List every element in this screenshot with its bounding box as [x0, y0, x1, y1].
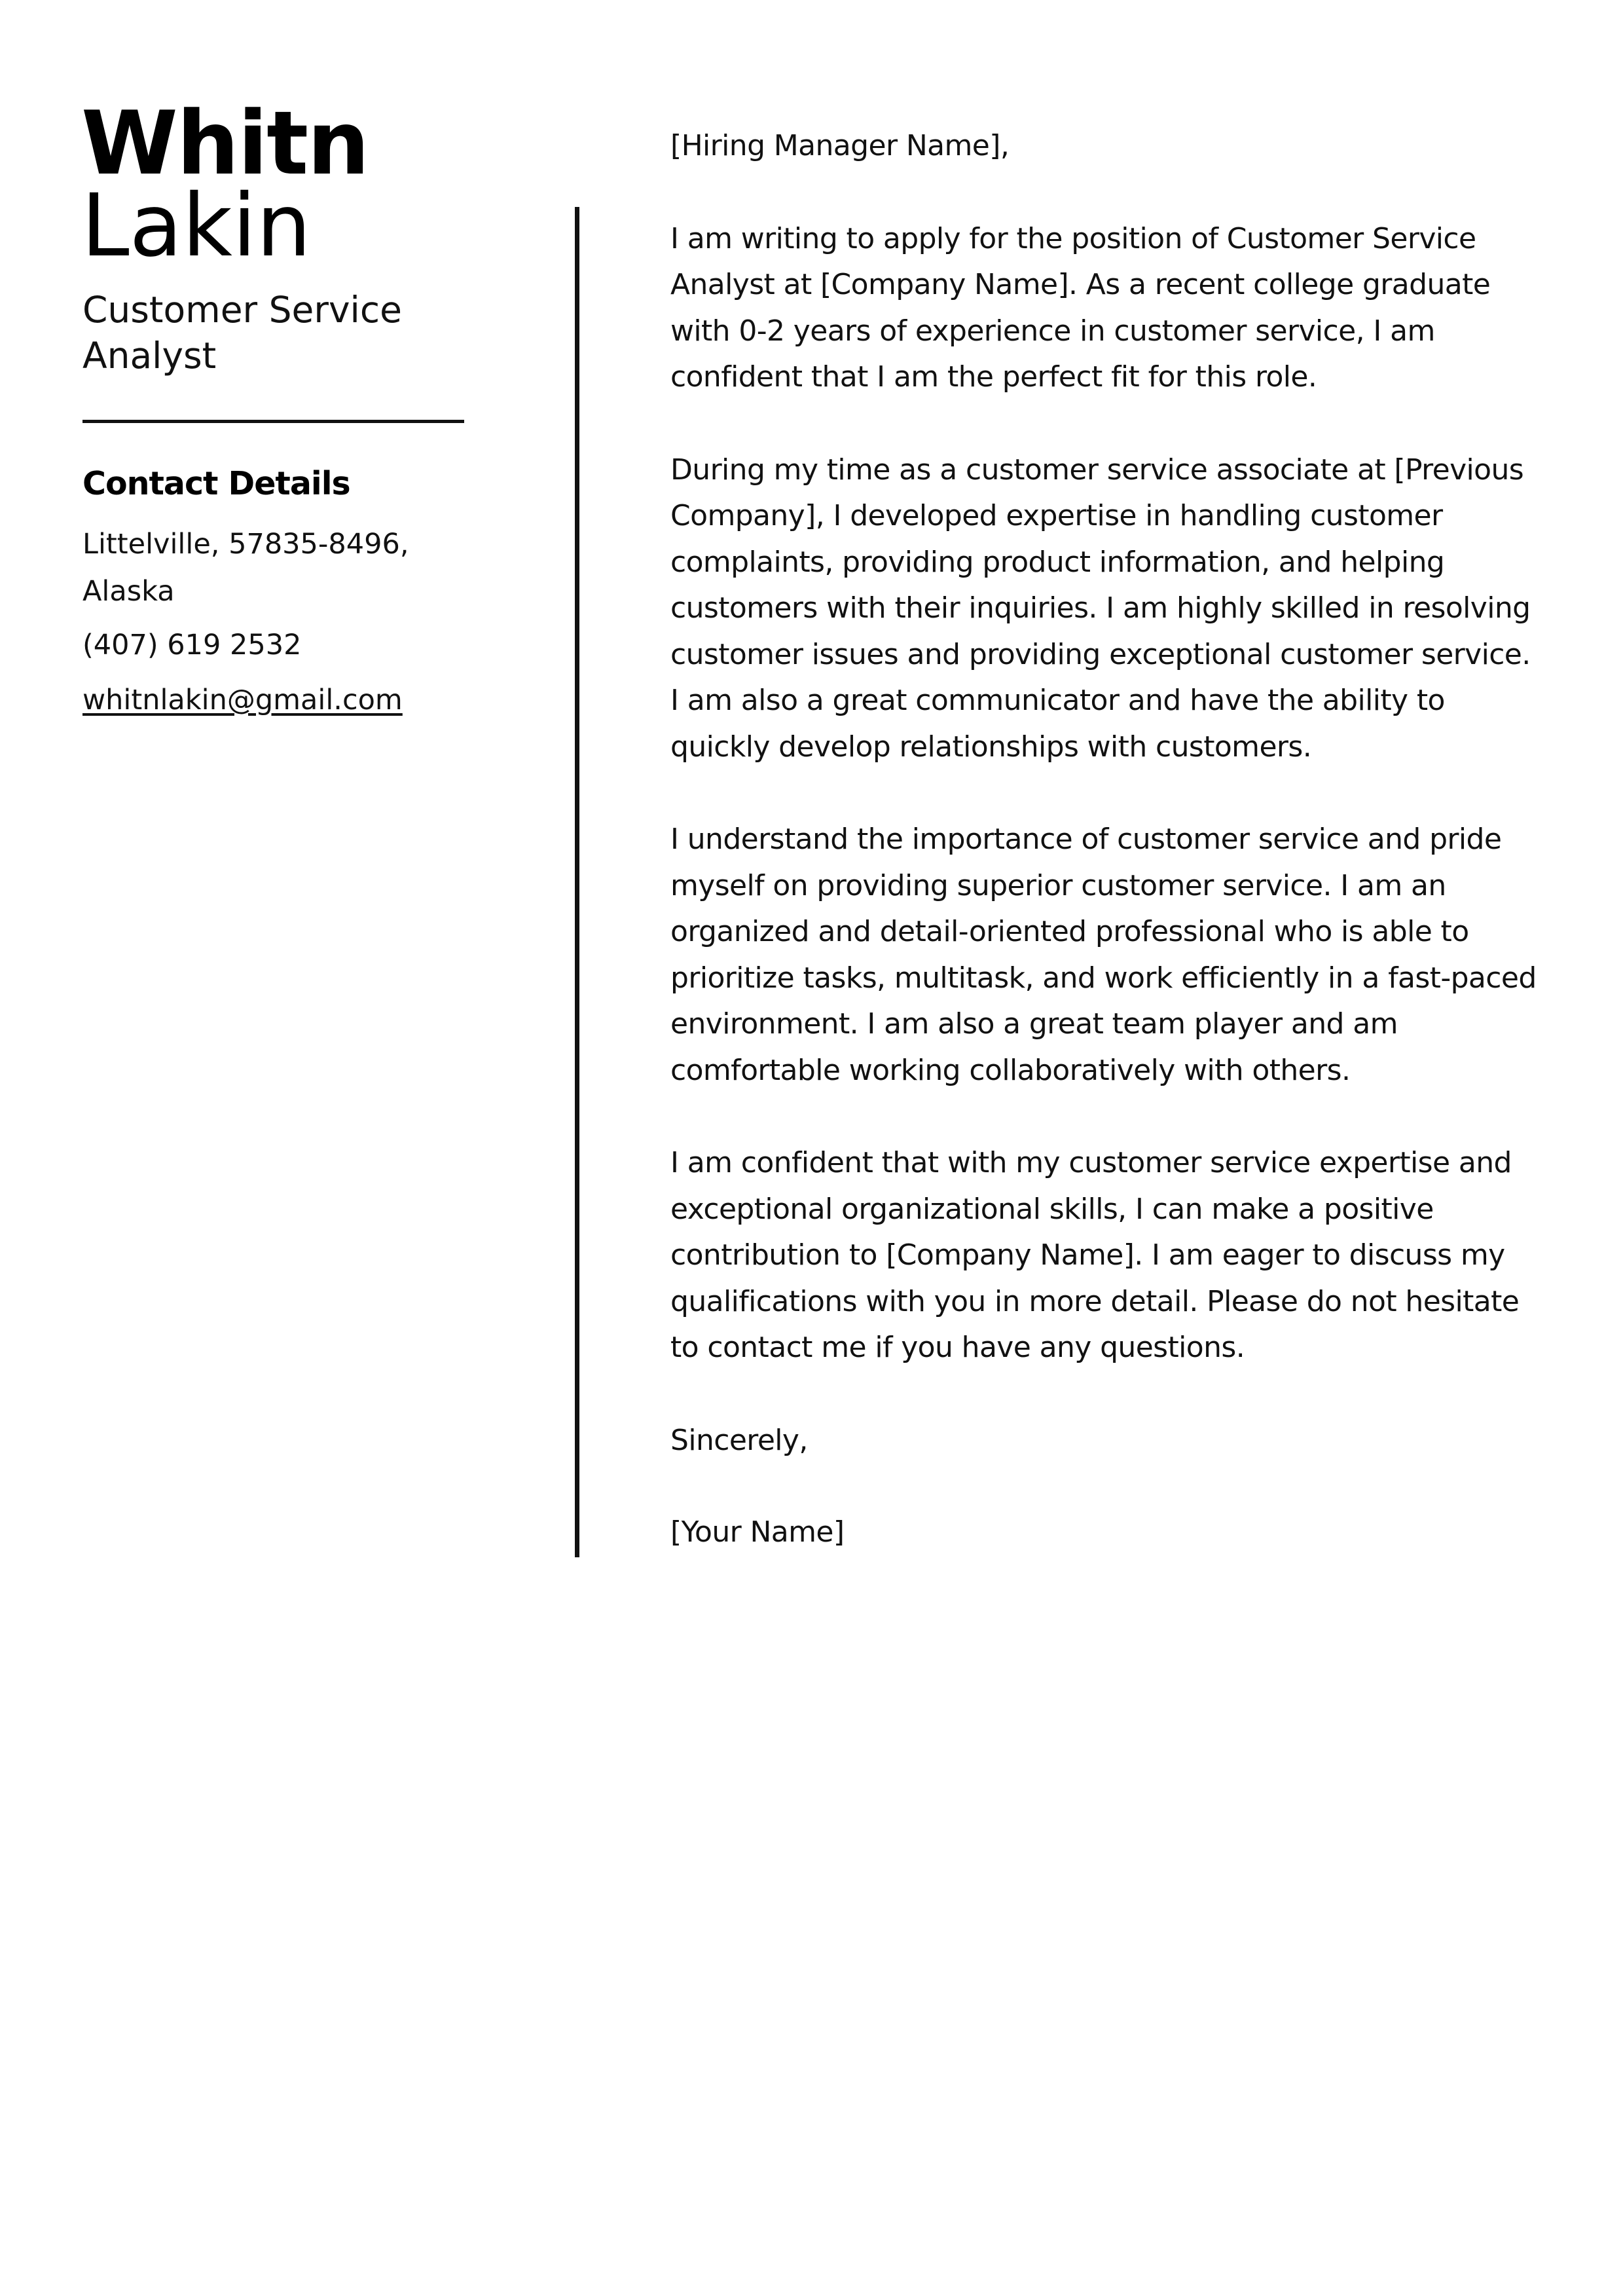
letter-paragraph-1: I am writing to apply for the position of Customer Service Analyst at [Company Name]. As a recent college graduate with 0-2 years of experience in customer service, I am confident that I am the perfect fit for this role.	[670, 221, 1491, 394]
letter-body	[670, 123, 1541, 1602]
first-name: Whitn	[81, 92, 369, 194]
letter-closing: Sincerely,	[670, 1423, 808, 1457]
letter-paragraph-3: I understand the importance of customer service and pride myself on providing superior customer service. I am an organized and detail-oriented professional who is able to prioritize tasks, multitask, and work efficiently in a fast-paced environment. I am also a great team player and am comfortable working collaboratively with others.	[670, 823, 1537, 1087]
contact-email-link[interactable]: whitnlakin@gmail.com	[82, 684, 403, 716]
contact-details	[82, 521, 488, 724]
contact-address: Littelville, 57835-8496, Alaska	[82, 528, 409, 608]
column-divider	[575, 207, 579, 1557]
letter-paragraph-2: During my time as a customer service associate at [Previous Company], I developed expertise in handling customer complaints, providing product information, and helping customers with their inquiries. I am highly skilled in resolving customer issues and providing exceptional customer service. I am also a great communicator and have the ability to quickly develop relationships with customers.	[670, 453, 1531, 764]
job-title: Customer Service Analyst	[82, 289, 402, 377]
last-name: Lakin	[81, 176, 312, 276]
contact-details-heading: Contact Details	[82, 465, 350, 502]
header-divider	[82, 420, 464, 423]
letter-signature: [Your Name]	[670, 1515, 845, 1549]
letter-paragraph-4: I am confident that with my customer service expertise and exceptional organizational skills, I can make a positive contribution to [Company Name]. I am eager to discuss my qualifications with you in more detail. Please do not hesitate to contact me if you have any questions.	[670, 1146, 1520, 1364]
letter-salutation: [Hiring Manager Name],	[670, 129, 1010, 162]
contact-phone: (407) 619 2532	[82, 629, 302, 661]
